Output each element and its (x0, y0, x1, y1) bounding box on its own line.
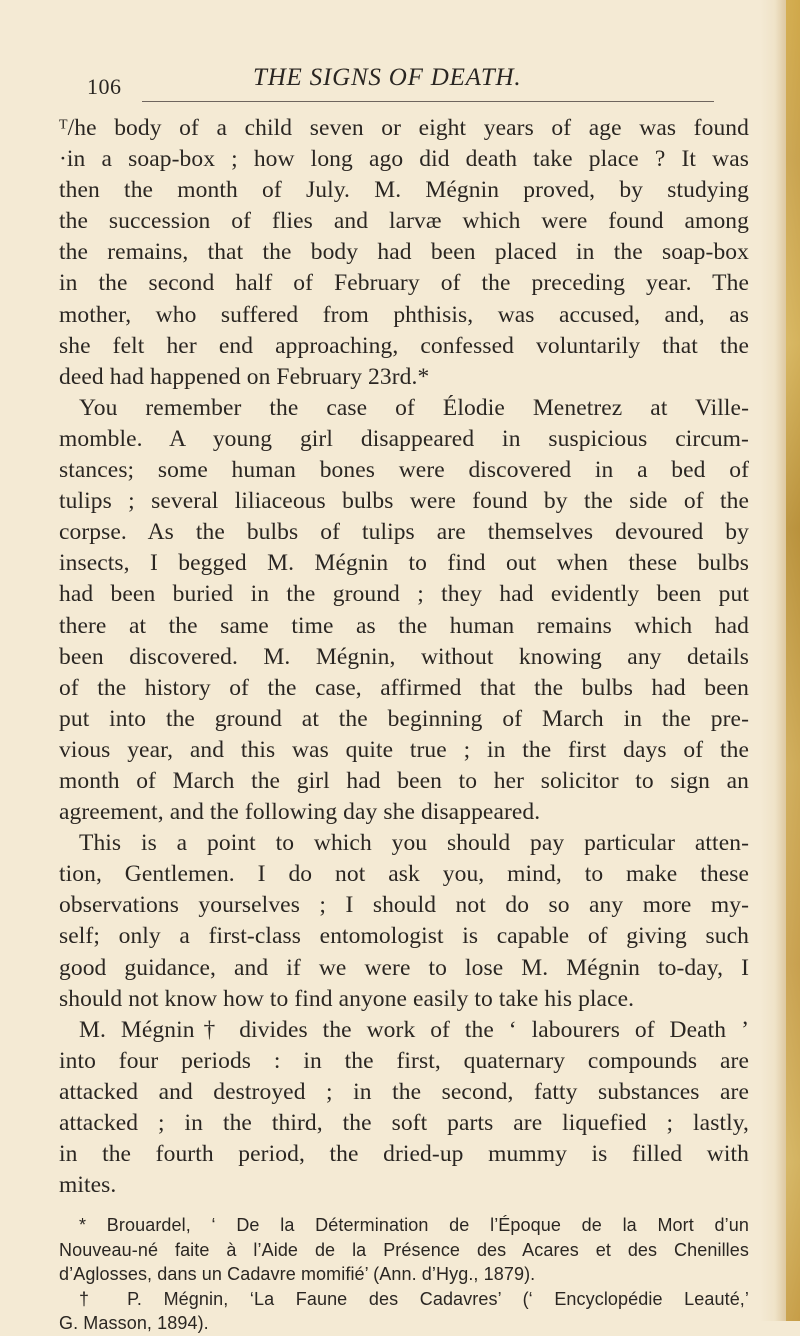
footnote-line: d’Aglosses, dans un Cadavre momifié’ (Ann. d’Hyg., 1879). (59, 1264, 536, 1285)
body-text-line: been discovered. M. Mégnin, without knowing any details (59, 643, 749, 670)
body-text-line: observations yourselves ; I should not do so any more my- (59, 892, 749, 919)
footnotes (59, 1213, 749, 1336)
body-text-line: tulips ; several liliaceous bulbs were found by the side of the (59, 488, 749, 515)
footnote-line: * Brouardel, ‘ De la Détermination de l’Époque de la Mort d’un (79, 1215, 749, 1235)
footnote-line: † P. Mégnin, ‘La Faune des Cadavres’ (‘ Encyclopédie Leauté,’ (79, 1288, 749, 1309)
body-text-line: self; only a first-class entomologist is capable of giving such (59, 923, 749, 950)
header-rule (142, 101, 714, 102)
body-text-line: vious year, and this was quite true ; in the first days of the (59, 736, 749, 763)
body-text-line: M. Mégnin† divides the work of the ‘ labourers of Death ’ (79, 1016, 749, 1043)
body-text-line: mother, who suffered from phthisis, was accused, and, as (59, 301, 749, 328)
body-text-line: the remains, that the body had been placed in the soap-box (59, 239, 749, 266)
body-text-line: she felt her end approaching, confessed voluntarily that the (59, 332, 749, 359)
body-text (59, 113, 749, 1201)
body-text-line: put into the ground at the beginning of March in the pre- (59, 705, 749, 732)
body-text-line: should not know how to find anyone easily to take his place. (59, 985, 635, 1012)
body-text-line: momble. A young girl disappeared in suspicious circum- (59, 425, 749, 452)
body-text-line: deed had happened on February 23rd.* (59, 363, 430, 390)
body-text-line: then the month of July. M. Mégnin proved, by studying (59, 177, 749, 204)
body-text-line: had been buried in the ground ; they had evidently been put (59, 581, 749, 608)
body-text-line: month of March the girl had been to her solicitor to sign an (59, 767, 749, 794)
body-text-line: the succession of flies and larvæ which were found among (59, 208, 749, 235)
body-text-line: attacked ; in the third, the soft parts are liquefied ; lastly, (59, 1110, 749, 1136)
body-text-line: mites. (59, 1172, 117, 1199)
page-header (87, 64, 717, 98)
body-text-line: in the fourth period, the dried-up mummy is filled with (59, 1141, 749, 1168)
body-text-line: You remember the case of Élodie Menetrez at Ville- (79, 394, 749, 421)
body-text-line: tion, Gentlemen. I do not ask you, mind, to make these (59, 861, 749, 888)
running-title: THE SIGNS OF DEATH. (253, 64, 522, 91)
body-text-line: stances; some human bones were discovered in a bed of (59, 457, 749, 484)
body-text-line: ᵀ/he body of a child seven or eight years of age was found (59, 115, 749, 141)
page-number: 106 (87, 74, 122, 99)
body-text-line: attacked and destroyed ; in the second, fatty substances are (59, 1078, 749, 1105)
body-text-line: of the history of the case, affirmed that the bulbs had been (59, 674, 749, 701)
body-text-line: good guidance, and if we were to lose M. Mégnin to-day, I (59, 954, 749, 981)
footnote-line: G. Masson, 1894). (59, 1313, 209, 1334)
body-text-line: This is a point to which you should pay particular atten- (79, 830, 749, 857)
body-text-line: in the second half of February of the preceding year. The (59, 270, 749, 297)
body-text-line: there at the same time as the human remains which had (59, 612, 749, 639)
body-text-line: ·in a soap-box ; how long ago did death take place ? It was (59, 146, 749, 173)
page-edge (786, 0, 800, 1321)
body-text-line: into four periods : in the first, quaternary compounds are (59, 1047, 749, 1074)
footnote-line: Nouveau-né faite à l’Aide de la Présence des Acares et des Chenilles (59, 1239, 749, 1260)
body-text-line: agreement, and the following day she disappeared. (59, 799, 541, 826)
body-text-line: corpse. As the bulbs of tulips are themselves devoured by (59, 519, 749, 546)
body-text-line: insects, I begged M. Mégnin to find out when these bulbs (59, 550, 749, 577)
